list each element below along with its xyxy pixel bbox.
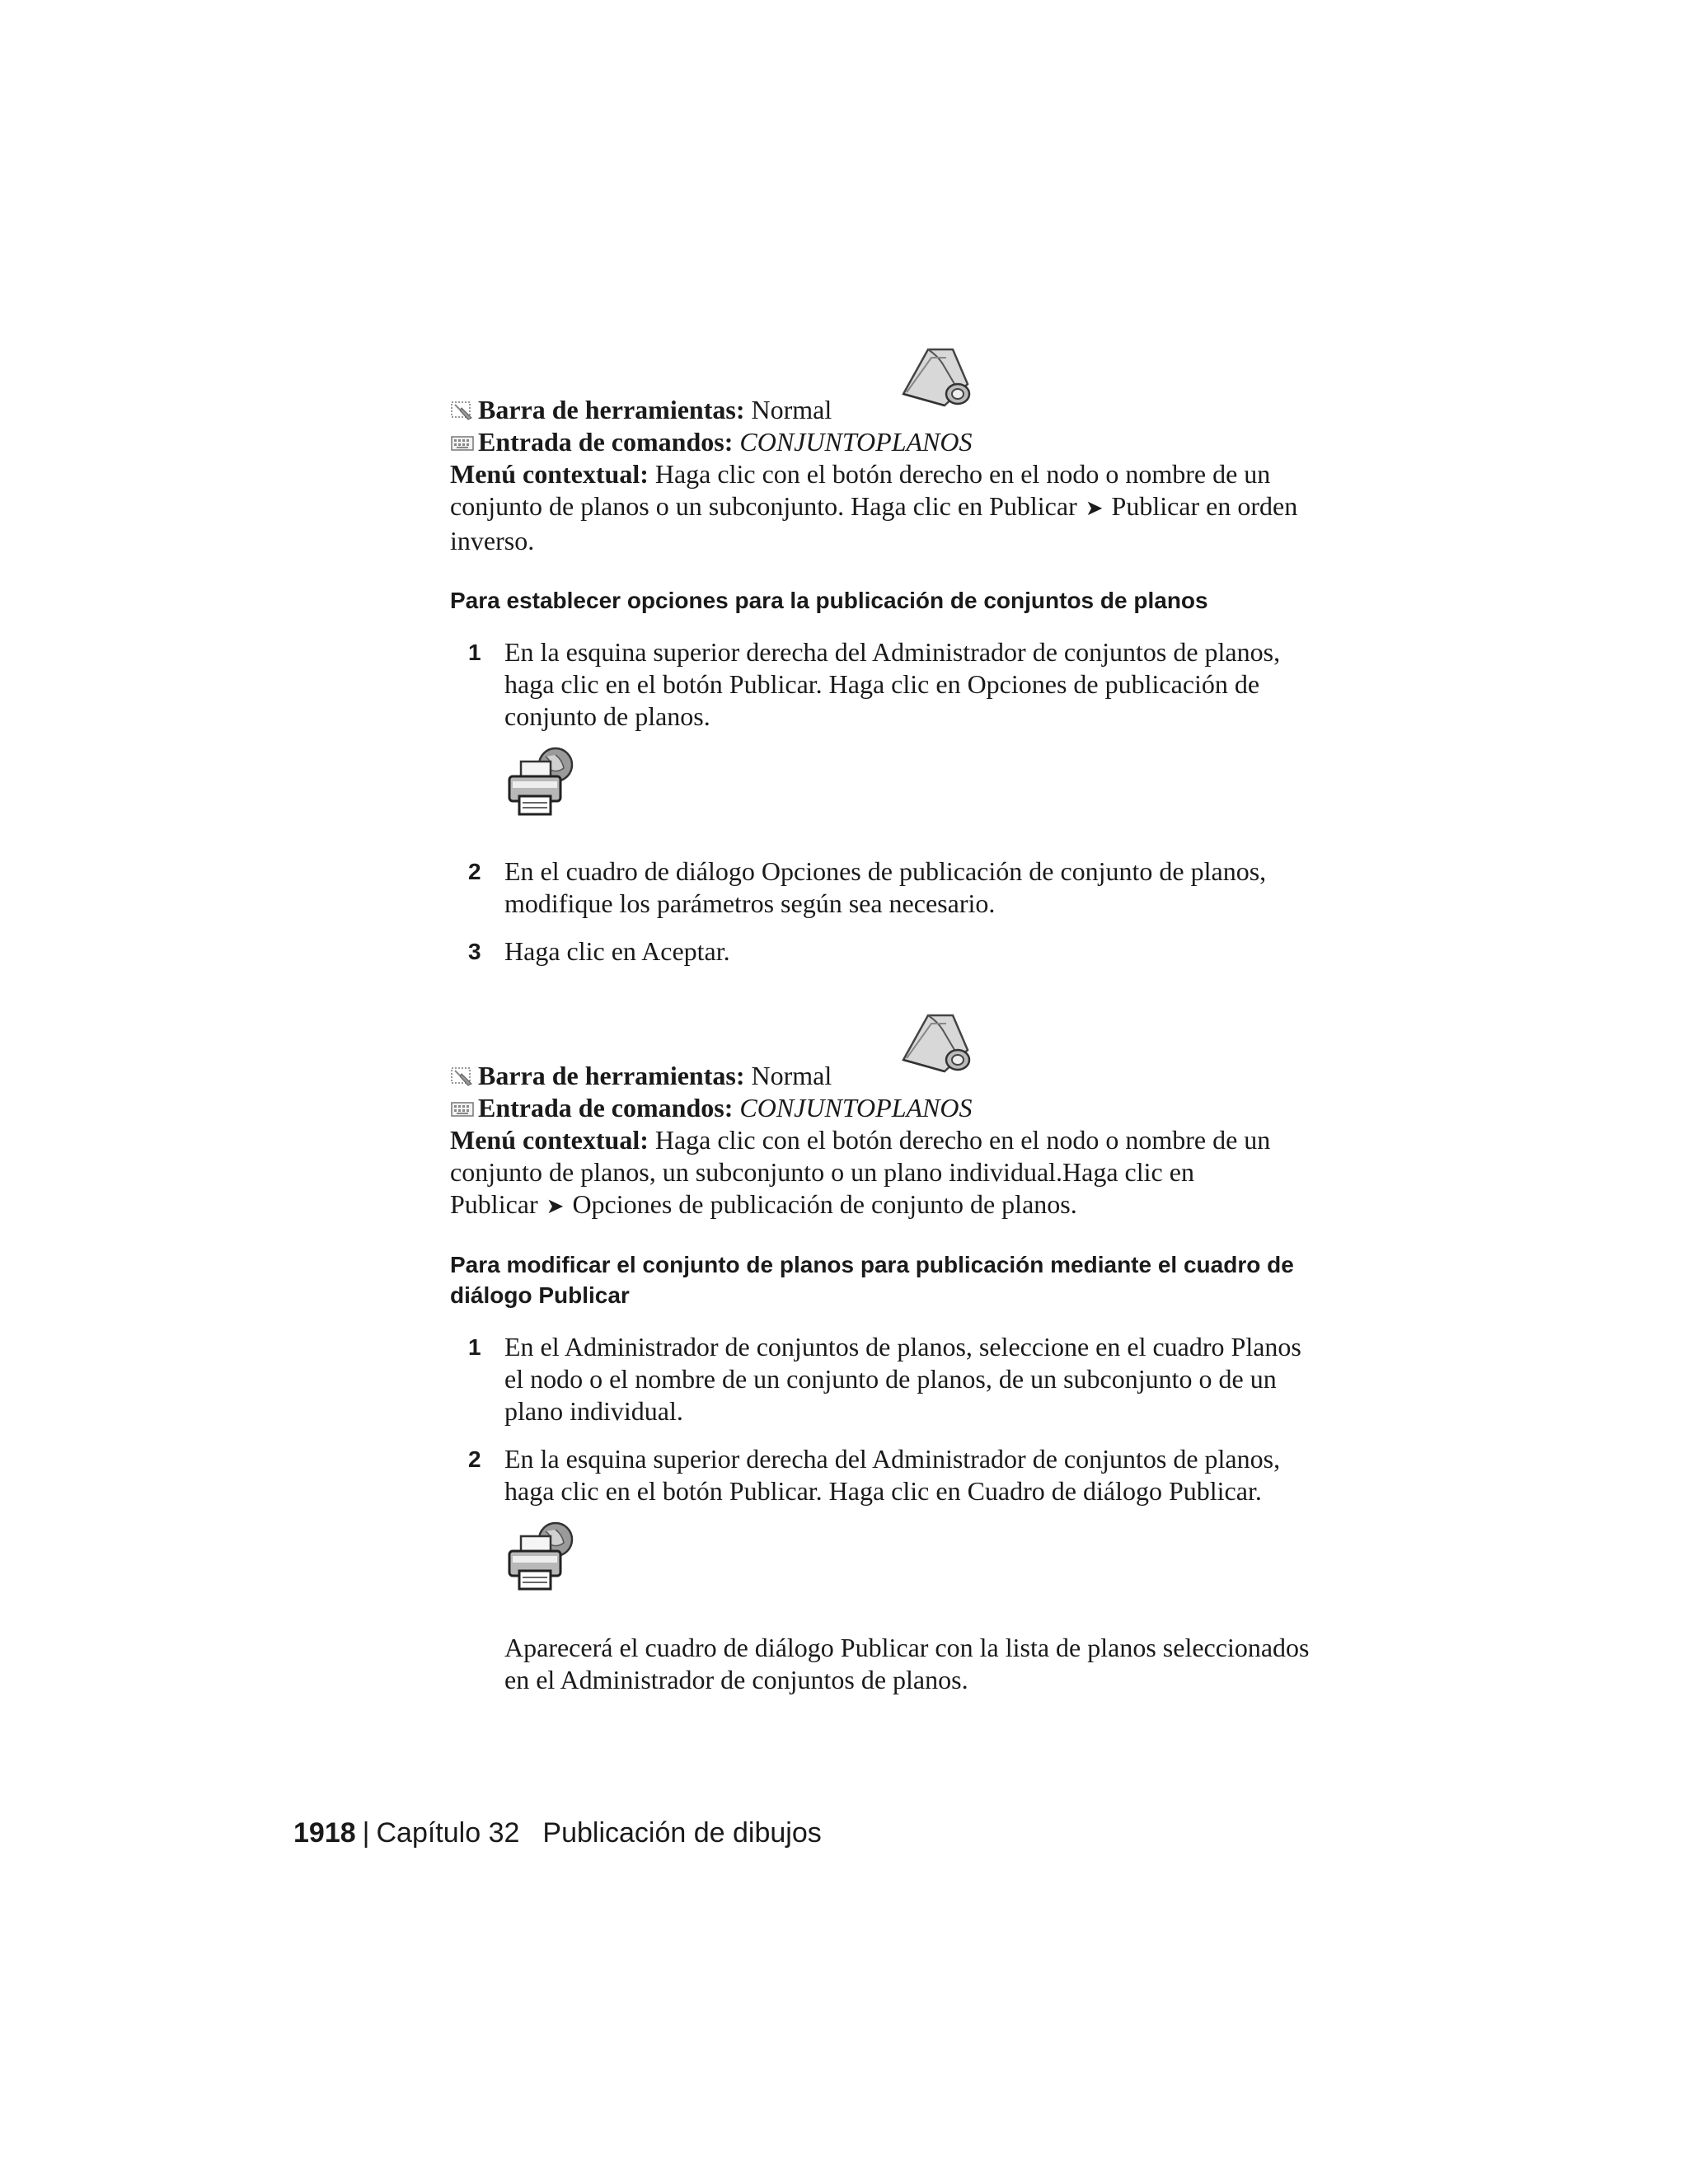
toolbar-line: [450, 394, 1324, 426]
menu-label: Menú contextual:: [450, 1125, 649, 1155]
menu-text: Haga clic con el botón derecho en el nodo o nombre de un conjunto de planos, un subconjunto o un plano individual.Haga clic en Publicar: [450, 1125, 1271, 1219]
step-number: 1: [468, 640, 481, 665]
section-heading: Para modificar el conjunto de planos para publicación mediante el cuadro de diálogo Publicar: [450, 1252, 1294, 1308]
menu-text-end: Opciones de publicación de conjunto de planos.: [572, 1189, 1077, 1219]
step-item: [450, 855, 1324, 920]
context-menu-paragraph: [450, 458, 1324, 557]
toolbar-line: [450, 1060, 1324, 1092]
keyboard-icon: [450, 1098, 475, 1119]
footer-separator: |: [362, 1817, 370, 1849]
context-menu-paragraph: [450, 1124, 1324, 1223]
step-text: Haga clic en Aceptar.: [504, 936, 730, 966]
section-heading: Para establecer opciones para la publicación de conjuntos de planos: [450, 588, 1208, 613]
page-footer: [293, 1817, 822, 1849]
step-text: En el Administrador de conjuntos de planos, seleccione en el cuadro Planos el nodo o el nombre de un conjunto de planos, de un subconjunto o de un plano individual.: [504, 1332, 1301, 1426]
step-item: [450, 1443, 1324, 1507]
menu-label: Menú contextual:: [450, 459, 649, 489]
command-line: [450, 1092, 1324, 1124]
step-text: En la esquina superior derecha del Administrador de conjuntos de planos, haga clic en el botón Publicar. Haga clic en Opciones de publicación de conjunto de planos.: [504, 637, 1281, 731]
menu-text-end: Publicar en orden inverso.: [450, 491, 1298, 555]
result-paragraph: [450, 1632, 1324, 1696]
command-value: CONJUNTOPLANOS: [739, 1093, 973, 1122]
result-text: Aparecerá el cuadro de diálogo Publicar con la lista de planos seleccionados en el Administrador de conjuntos de planos.: [504, 1633, 1310, 1694]
menu-text: Haga clic con el botón derecho en el nodo o nombre de un conjunto de planos o un subconjunto. Haga clic en Publicar: [450, 459, 1271, 521]
step-number: 2: [468, 859, 481, 884]
menu-arrow-icon: ➤: [546, 1194, 565, 1219]
toolbar-value: Normal: [751, 1061, 832, 1090]
step-number: 1: [468, 1334, 481, 1360]
toolbar-icon: [450, 400, 475, 421]
command-label: Entrada de comandos:: [478, 427, 734, 457]
toolbar-icon: [450, 1066, 475, 1087]
step-text: En el cuadro de diálogo Opciones de publicación de conjunto de planos, modifique los parámetros según sea necesario.: [504, 856, 1267, 918]
chapter-title: Publicación de dibujos: [542, 1817, 822, 1849]
command-value: CONJUNTOPLANOS: [739, 427, 973, 457]
command-label: Entrada de comandos:: [478, 1093, 734, 1122]
page-number: 1918: [293, 1817, 356, 1849]
publish-printer-icon: [503, 1520, 582, 1599]
keyboard-icon: [450, 432, 475, 453]
publish-printer-icon: [503, 745, 582, 824]
command-line: [450, 426, 1324, 458]
toolbar-label: Barra de herramientas:: [478, 1061, 745, 1090]
toolbar-value: Normal: [751, 395, 832, 424]
menu-arrow-icon: ➤: [1085, 496, 1104, 521]
step-text: En la esquina superior derecha del Administrador de conjuntos de planos, haga clic en el botón Publicar. Haga clic en Cuadro de diálogo Publicar.: [504, 1444, 1281, 1506]
step-item: [450, 935, 1324, 968]
step-number: 2: [468, 1446, 481, 1472]
step-item: [450, 636, 1324, 733]
step-number: 3: [468, 939, 481, 964]
toolbar-label: Barra de herramientas:: [478, 395, 745, 424]
chapter-label: Capítulo 32: [376, 1817, 520, 1849]
step-item: [450, 1331, 1324, 1427]
